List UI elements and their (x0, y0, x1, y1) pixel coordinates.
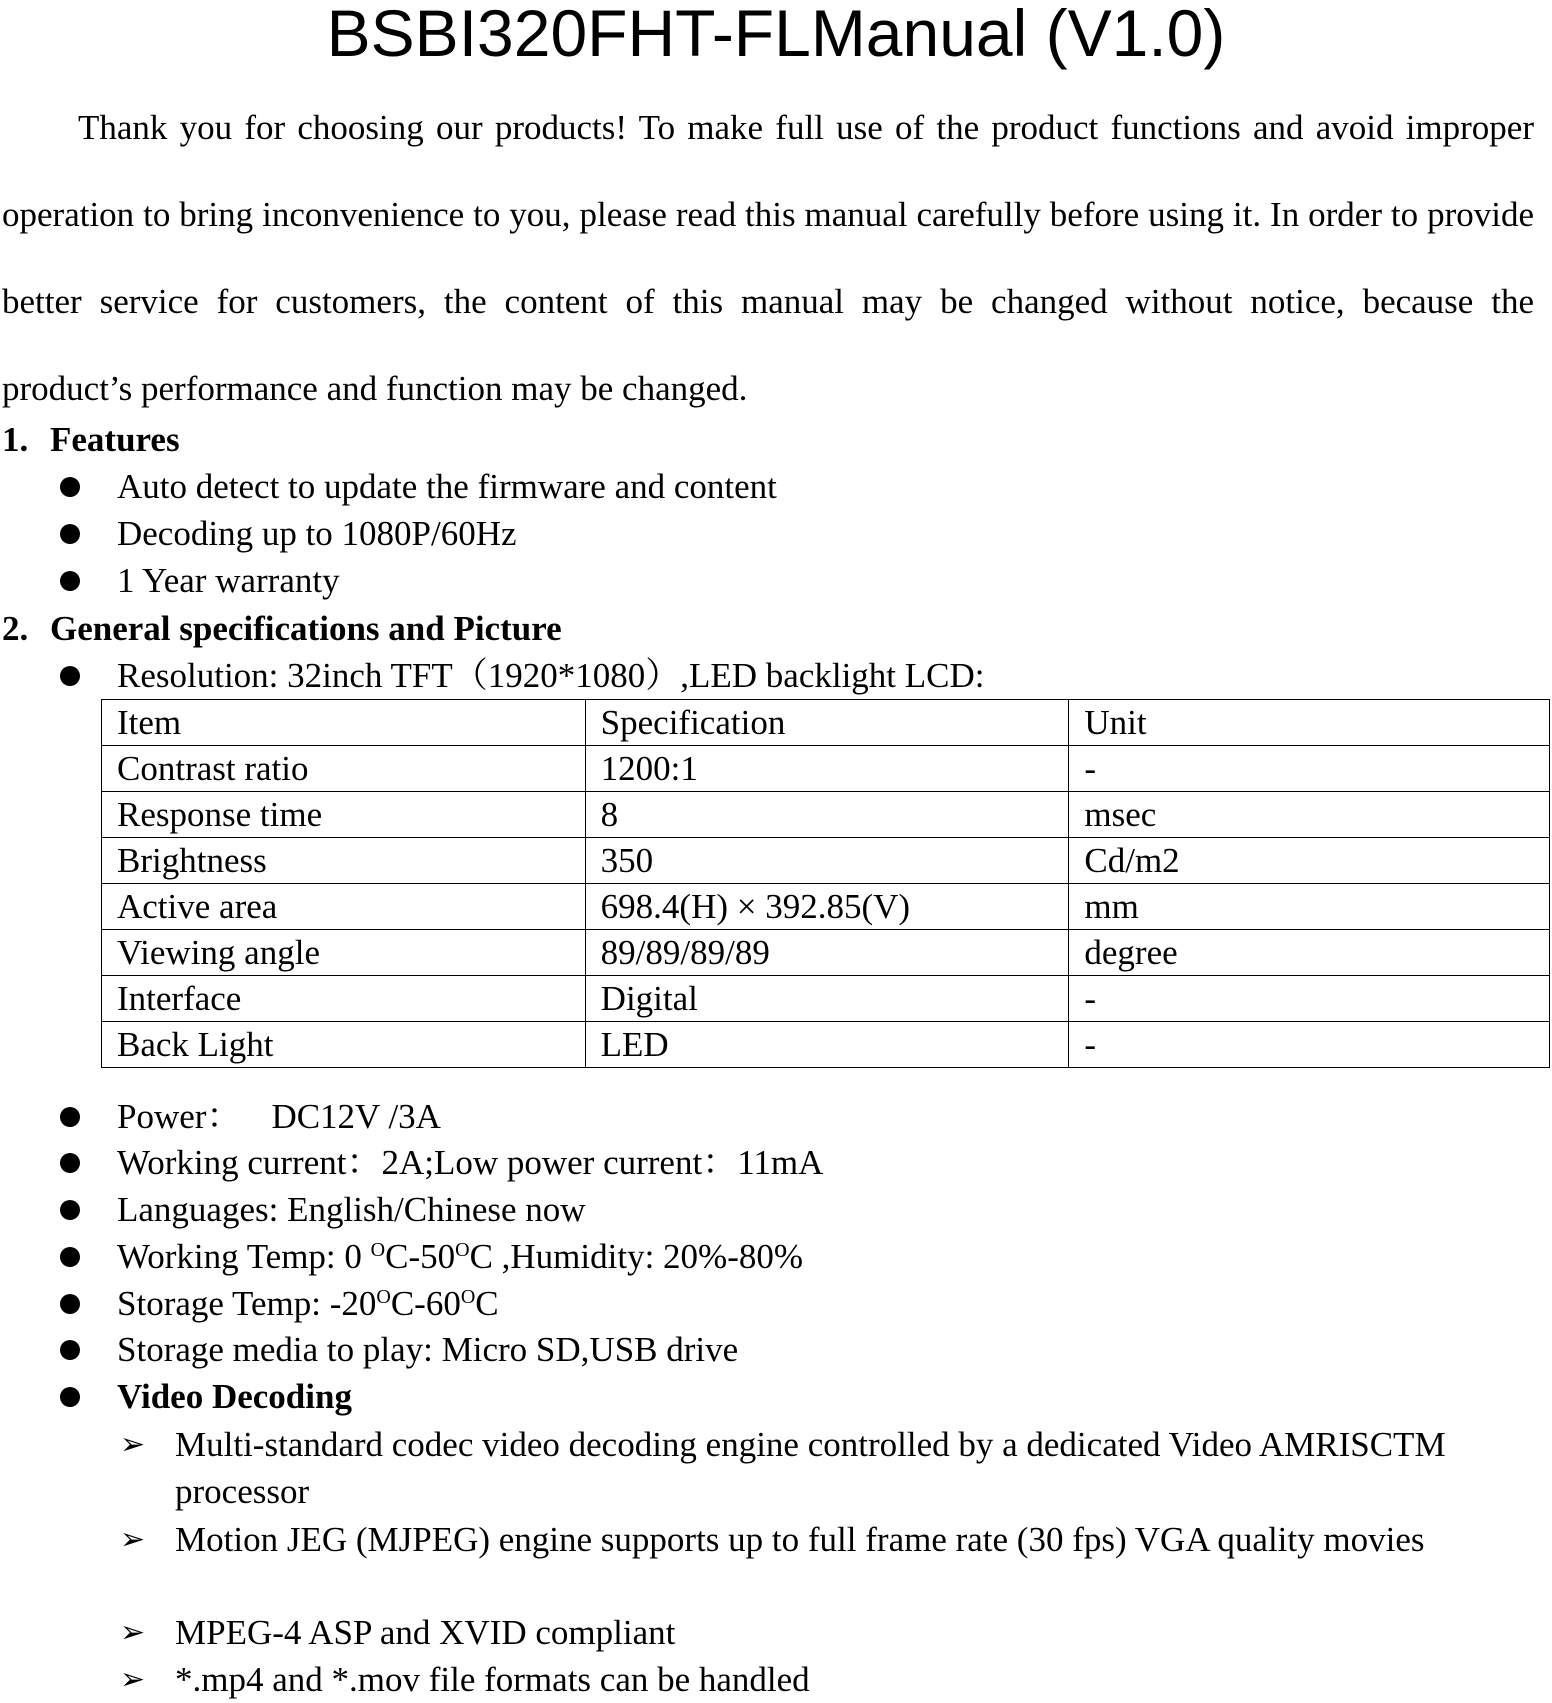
table-cell: Back Light (102, 1022, 586, 1068)
arrow-bullet-icon: ➢ (120, 1522, 146, 1557)
bullet-icon (60, 1247, 80, 1267)
table-cell: 350 (585, 838, 1069, 884)
table-row (102, 746, 1550, 792)
arrow-bullet-icon: ➢ (120, 1427, 146, 1462)
arrow-bullet-icon: ➢ (120, 1662, 146, 1697)
table-row (102, 792, 1550, 838)
table-cell: 8 (585, 792, 1069, 838)
table-cell: degree (1069, 930, 1550, 976)
section-features-heading (2, 418, 180, 462)
section-number: 1. (2, 420, 29, 459)
bullet-icon (60, 1200, 80, 1220)
bullet-icon (60, 571, 80, 591)
table-cell: - (1069, 746, 1550, 792)
intro-paragraph: Thank you for choosing our products! To make full use of the product functions and avoid improper operation to bring inconvenience to you, please read this manual carefully before using it. In order to provide better service for customers, the content of this manual may be changed without notice, because the product’s performance and function may be changed. (2, 108, 1534, 408)
section-general-heading (2, 607, 562, 651)
table-cell: mm (1069, 884, 1550, 930)
table-cell: msec (1069, 792, 1550, 838)
table-row (102, 930, 1550, 976)
table-cell: 1200:1 (585, 746, 1069, 792)
table-cell: LED (585, 1022, 1069, 1068)
table-cell: 698.4(H) × 392.85(V) (585, 884, 1069, 930)
table-cell: Cd/m2 (1069, 838, 1550, 884)
bullet-icon (60, 477, 80, 497)
bullet-icon (60, 1153, 80, 1173)
table-cell: - (1069, 1022, 1550, 1068)
table-cell: Brightness (102, 838, 586, 884)
bullet-icon (60, 666, 80, 686)
table-row (102, 884, 1550, 930)
bullet-icon (60, 1340, 80, 1360)
table-cell: Interface (102, 976, 586, 1022)
section-title: Features (50, 420, 180, 459)
table-header-row (102, 700, 1550, 746)
table-row (102, 976, 1550, 1022)
bullet-icon (60, 1294, 80, 1314)
arrow-bullet-icon: ➢ (120, 1615, 146, 1650)
table-cell: Active area (102, 884, 586, 930)
power-value: DC12V /3A (271, 1097, 441, 1136)
table-cell: Digital (585, 976, 1069, 1022)
table-cell: - (1069, 976, 1550, 1022)
table-cell: Response time (102, 792, 586, 838)
table-row (102, 1022, 1550, 1068)
bullet-icon (60, 1387, 80, 1407)
table-row (102, 838, 1550, 884)
table-cell: Viewing angle (102, 930, 586, 976)
table-cell: Contrast ratio (102, 746, 586, 792)
spec-table (101, 699, 1550, 1068)
document-title: BSBI320FHT-FLManual (V1.0) (326, 0, 1226, 70)
header-cell: Specification (585, 700, 1069, 746)
table-cell: 89/89/89/89 (585, 930, 1069, 976)
bullet-icon (60, 524, 80, 544)
section-number: 2. (2, 609, 29, 648)
header-cell: Unit (1069, 700, 1550, 746)
power-label: Power： (117, 1097, 242, 1136)
section-title: General specifications and Picture (50, 609, 562, 648)
bullet-icon (60, 1107, 80, 1127)
header-cell: Item (102, 700, 586, 746)
